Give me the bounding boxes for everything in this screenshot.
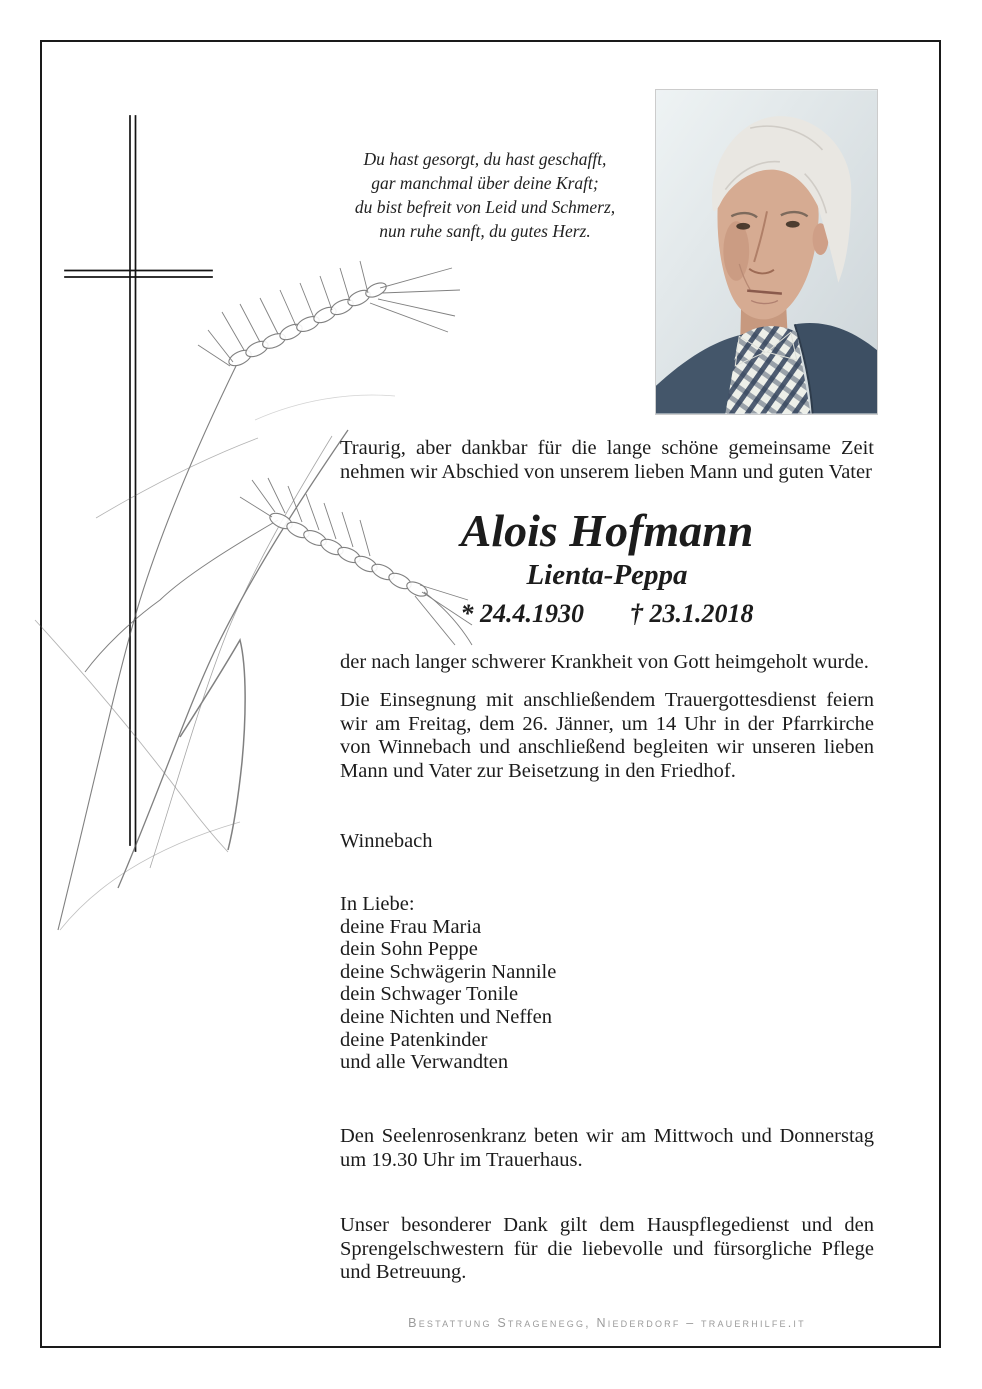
portrait-photo <box>655 89 878 415</box>
birth-date: * 24.4.1930 <box>460 599 584 628</box>
memorial-poem <box>300 147 670 243</box>
funeral-home-credit: Bestattung Stragenegg, Niederdorf – trauerhilfe.it <box>408 1316 806 1330</box>
deceased-name: Alois Hofmann <box>460 505 754 556</box>
rosary-announcement: Den Seelenrosenkranz beten wir am Mittwoch und Donnerstag um 19.30 Uhr im Trauerhaus. <box>340 1125 874 1171</box>
mourner-line: deine Patenkinder <box>340 1028 488 1051</box>
poem-line: Du hast gesorgt, du hast geschafft, <box>363 149 607 169</box>
mourner-line: und alle Verwandten <box>340 1051 509 1074</box>
funeral-announcement: Die Einsegnung mit anschließendem Trauergottesdienst feiern wir am Freitag, dem 26. Jänner, um 14 Uhr in der Pfarrkirche von Winnebach und anschließend begleiten wir unseren lieben Mann und Vater zur Beisetzung in den Friedhof. <box>340 689 874 782</box>
passing-text: der nach langer schwerer Krankheit von Gott heimgeholt wurde. <box>340 651 869 673</box>
mourner-line: deine Nichten und Neffen <box>340 1005 552 1028</box>
mourners-list <box>340 893 874 1074</box>
intro-text: Traurig, aber dankbar für die lange schöne gemeinsame Zeit nehmen wir Abschied von unserem lieben Mann und guten Vater <box>340 437 874 483</box>
mourner-line: dein Schwager Tonile <box>340 983 519 1006</box>
thanks-text: Unser besonderer Dank gilt dem Hauspflegedienst und den Sprengelschwestern für die liebevolle und fürsorgliche Pflege und Betreuung. <box>340 1214 874 1283</box>
place-name: Winnebach <box>340 830 433 852</box>
mourner-line: deine Schwägerin Nannile <box>340 960 557 983</box>
poem-line: nun ruhe sanft, du gutes Herz. <box>379 221 591 241</box>
deceased-vulgo-name: Lienta-Peppa <box>526 559 688 591</box>
mourners-heading: In Liebe: <box>340 893 415 915</box>
mourner-line: dein Sohn Peppe <box>340 938 478 961</box>
mourner-line: deine Frau Maria <box>340 915 482 938</box>
poem-line: du bist befreit von Leid und Schmerz, <box>354 197 616 217</box>
poem-line: gar manchmal über deine Kraft; <box>371 173 599 193</box>
portrait-illustration <box>656 90 877 414</box>
life-dates <box>340 599 874 629</box>
death-date: † 23.1.2018 <box>630 599 754 628</box>
